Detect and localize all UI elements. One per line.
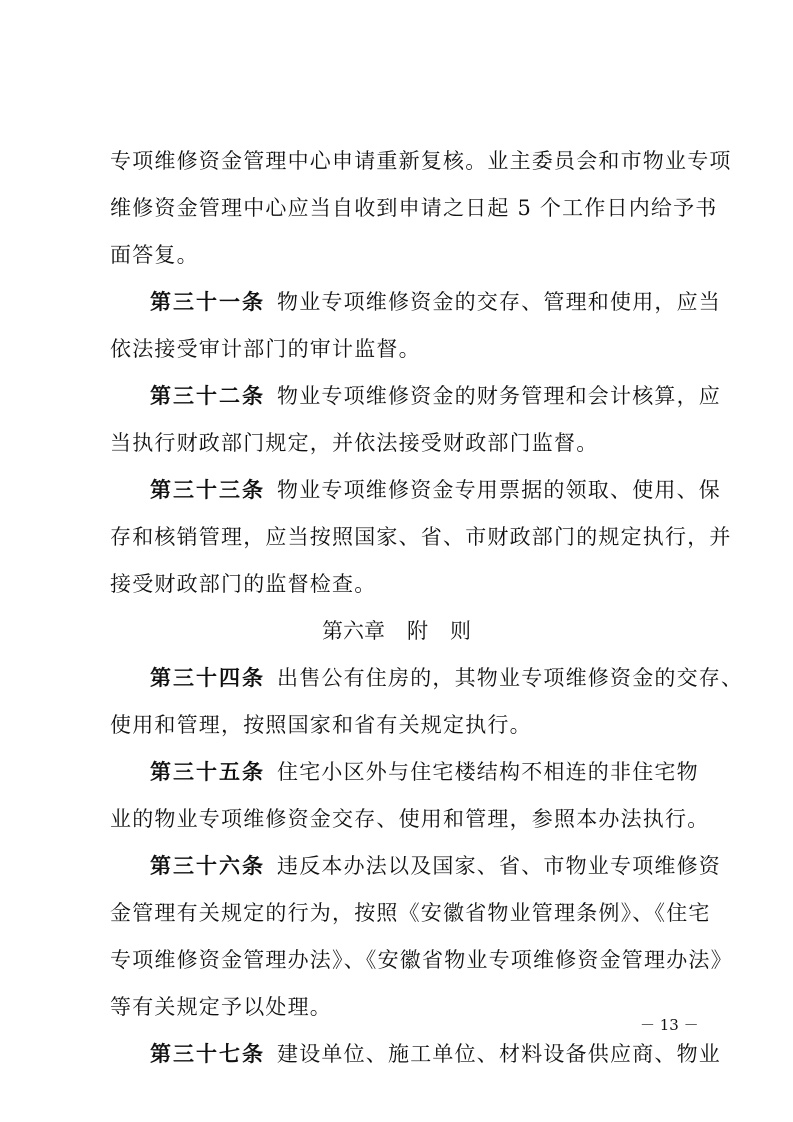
- paragraph-intro-line-1: 专项维修资金管理中心申请重新复核。业主委员会和市物业专项: [110, 149, 732, 173]
- article-37-line-1: [150, 1039, 721, 1069]
- article-36-line-3: 专项维修资金管理办法》、《安徽省物业专项维修资金管理办法》: [110, 948, 733, 972]
- article-35-line-2: 业的物业专项维修资金交存、使用和管理，参照本办法执行。: [110, 807, 710, 831]
- article-31-line-2: 依法接受审计部门的审计监督。: [110, 337, 421, 361]
- paragraph-intro-line-2: 维修资金管理中心应当自收到申请之日起 5 个工作日内给予书: [110, 196, 718, 220]
- article-34-title: 第三十四条: [150, 665, 265, 690]
- article-32-text-1: 物业专项维修资金的财务管理和会计核算，应: [277, 384, 721, 408]
- article-33-line-2: 存和核销管理，应当按照国家、省、市财政部门的规定执行，并: [110, 525, 732, 549]
- article-33-line-3: 接受财政部门的监督检查。: [110, 572, 377, 596]
- article-34-line-1: [150, 663, 743, 693]
- article-31-text-1: 物业专项维修资金的交存、管理和使用，应当: [277, 290, 721, 314]
- article-32-title: 第三十二条: [150, 383, 265, 408]
- article-31-line-1: [150, 287, 721, 317]
- article-32-line-2: 当执行财政部门规定，并依法接受财政部门监督。: [110, 431, 599, 455]
- article-33-line-1: [150, 475, 721, 505]
- article-37-text-1: 建设单位、施工单位、材料设备供应商、物业: [277, 1042, 721, 1066]
- chapter-heading: [322, 616, 471, 646]
- article-34-line-2: 使用和管理，按照国家和省有关规定执行。: [110, 713, 532, 737]
- article-33-title: 第三十三条: [150, 477, 265, 502]
- article-35-line-1: [150, 757, 699, 787]
- article-36-text-1: 违反本办法以及国家、省、市物业专项维修资: [277, 854, 721, 878]
- article-37-title: 第三十七条: [150, 1041, 265, 1066]
- article-32-line-1: [150, 381, 721, 411]
- chapter-title-part-1: 附: [407, 619, 428, 643]
- article-36-line-2: 金管理有关规定的行为，按照《安徽省物业管理条例》、《住宅: [110, 901, 711, 925]
- chapter-title-part-2: 则: [450, 619, 471, 643]
- article-36-line-1: [150, 851, 721, 881]
- article-33-text-1: 物业专项维修资金专用票据的领取、使用、保: [277, 478, 721, 502]
- chapter-number: 第六章: [322, 619, 385, 643]
- article-35-title: 第三十五条: [150, 759, 265, 784]
- article-31-title: 第三十一条: [150, 289, 265, 314]
- article-35-text-1: 住宅小区外与住宅楼结构不相连的非住宅物: [277, 760, 699, 784]
- page-number: － 13 －: [640, 1016, 699, 1034]
- article-36-line-4: 等有关规定予以处理。: [110, 995, 332, 1019]
- paragraph-intro-line-3: 面答复。: [110, 243, 199, 267]
- article-36-title: 第三十六条: [150, 853, 265, 878]
- article-34-text-1: 出售公有住房的，其物业专项维修资金的交存、: [277, 666, 744, 690]
